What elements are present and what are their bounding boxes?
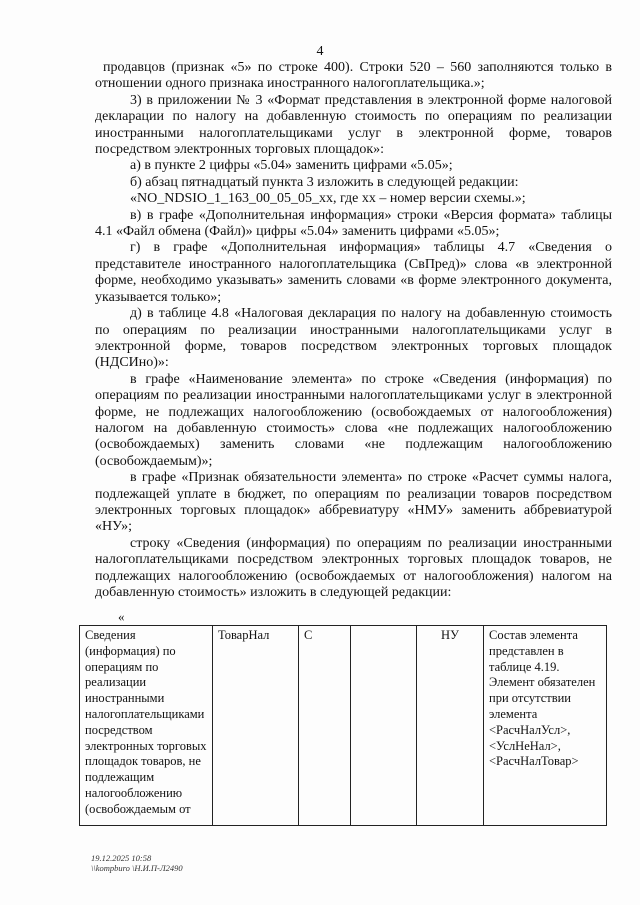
cell-element-type: С [299,626,351,826]
paragraph-6: в) в графе «Дополнительная информация» строки «Версия формата» таблицы 4.1 «Файл обмена (Файл)» цифры «5.04» заменить цифрами «5.05»; [95,207,612,240]
footer-stamp [91,853,183,873]
footer-date: 19.12.2025 10:58 [91,853,152,863]
paragraph-8: д) в таблице 4.8 «Налоговая декларация по налогу на добавленную стоимость по операциям по реализации иностранными налогоплательщиками услуг в электронной форме, товаров посредством электронных торговых площадок (НДСИно)»: [95,306,612,371]
paragraph-1: продавцов (признак «5» по строке 400). Строки 520 – 560 заполняются только в отношении одного признака иностранного налогоплательщика.»; [95,60,612,92]
footer-path: \\kompburo \Н.И.П-Л2490 [91,863,183,873]
cell-element-code: ТоварНал [213,626,299,826]
paragraph-5: «NO_NDSIO_1_163_00_05_05_xx, где xx – номер версии схемы.»; [130,191,526,207]
cell-additional-info: Состав элемента представлен в таблице 4.19. Элемент обязателен при отсутствии элемента <РасчНалУсл>, <УслНеНал>, <РасчНалТовар> [484,626,607,826]
element-table [79,625,607,826]
table-row [80,626,607,826]
cell-element-name-text: Сведения (информация) по операциям по реализации иностранными налогоплательщиками посредством электронных торговых площадок товаров, не подлежащим налогообложению (освобождаемым от [85,628,207,816]
page-number: 4 [316,44,324,59]
paragraph-7: г) в графе «Дополнительная информация» таблицы 4.7 «Сведения о представителе иностранного налогоплательщика (СвПред)» слова «в электронной форме, необходимо указывать» заменить словами «в форме электронного документа, указывается только»; [95,240,612,305]
opening-quote: « [118,609,125,624]
paragraph-11: строку «Сведения (информация) по операциям по реализации иностранными налогоплательщиками посредством электронных торговых площадок товаров, не подлежащих налогообложению (освобождаемых от налогообложения) налогом на добавленную стоимость» изложить в следующей редакции: [95,535,612,600]
paragraph-4: б) абзац пятнадцатый пункта 3 изложить в следующей редакции: [130,174,519,190]
cell-element-required: НУ [417,626,484,826]
paragraph-9: в графе «Наименование элемента» по строке «Сведения (информация) по операциям по реализации иностранными налогоплательщиками услуг в электронной форме, не подлежащих налогообложению (освобождаемых от налогообложения) налогом на добавленную стоимость» слова «не подлежащих налогообложению (освобождаемых) заменить словами «не подлежащим налогообложению (освобождаемым)»; [95,371,612,469]
paragraph-10: в графе «Признак обязательности элемента» по строке «Расчет суммы налога, подлежащей уплате в бюджет, по операциям по реализации товаров посредством электронных торговых площадок» аббревиатуру «НМУ» заменить аббревиатурой «НУ»; [95,470,612,535]
cell-element-name [80,626,213,826]
body-text [95,60,612,601]
cell-element-format [351,626,417,826]
paragraph-2: 3) в приложении № 3 «Формат представления в электронной форме налоговой декларации по налогу на добавленную стоимость по операциям по реализации иностранными налогоплательщиками услуг в электронной форме, товаров посредством электронных торговых площадок»: [95,92,612,158]
paragraph-3: а) в пункте 2 цифры «5.04» заменить цифрами «5.05»; [130,158,453,174]
